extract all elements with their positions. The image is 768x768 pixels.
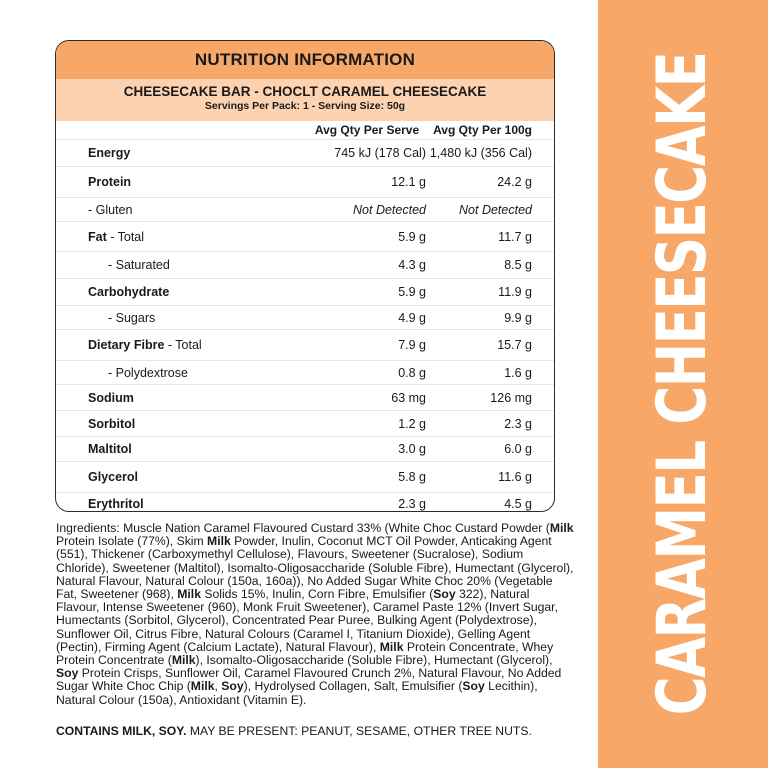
- table-row: [56, 167, 554, 198]
- col-serve-header: Avg Qty Per Serve: [314, 123, 420, 137]
- table-row: [56, 493, 554, 513]
- per100g-value: 11.9 g: [426, 279, 554, 306]
- allergen-statement: [56, 724, 576, 738]
- ingredients-run: Solids 15%, Inulin, Corn Fibre, Emulsifier (: [200, 587, 434, 602]
- table-row: [56, 361, 554, 385]
- nutrient-name: [56, 222, 288, 252]
- serve-value: 3.0 g: [288, 437, 426, 462]
- ingredients-run: ), Hydrolysed Collagen, Salt, Emulsifier (: [243, 679, 463, 694]
- nutrient-name-rest: - Sugars: [108, 310, 156, 325]
- nutrient-name: [56, 140, 288, 167]
- table-row: [56, 252, 554, 279]
- allergen-word: Milk: [379, 639, 404, 654]
- nutrition-table: [56, 121, 554, 512]
- ingredients-run: Protein Concentrate, Whey Protein Concentrate (: [56, 639, 554, 668]
- allergen-word: Soy: [433, 587, 456, 602]
- allergen-word: Milk: [549, 521, 574, 535]
- nutrient-name-bold: Sodium: [88, 390, 134, 405]
- serve-value: 1.2 g: [288, 411, 426, 437]
- table-row: [56, 306, 554, 330]
- ingredients-run: Protein Crisps, Sunflower Oil, Caramel Flavoured Crunch 2%, Natural Flavour, No Added Sugar White Choc Chip (: [56, 666, 562, 694]
- nutrient-name: [56, 198, 288, 222]
- ingredients-text: [56, 522, 576, 707]
- nutrient-name: [56, 361, 288, 385]
- header-blank: [56, 121, 288, 140]
- nutrient-name: [56, 306, 288, 330]
- serve-value: 4.9 g: [288, 306, 426, 330]
- per100g-value: 1,480 kJ (356 Cal): [426, 140, 554, 167]
- ingredients-run: 322), Natural Flavour, Intense Sweetener (960), Monk Fruit Sweetener), Caramel Paste 12% (Invert Sugar, Humectants (Sorbitol, Glycerol), Concentrated Pear Puree, Bulking Agent (Polydextrose), Sunflower Oil, Citrus Fibre, Natural Colours (Caramel I, Titanium Dioxide), Gelling Agent (Pectin), Firming Agent (Calcium Lactate), Natural Flavour),: [56, 587, 558, 654]
- nutrient-name: [56, 252, 288, 279]
- serve-value: 7.9 g: [288, 330, 426, 361]
- serve-value: 4.3 g: [288, 252, 426, 279]
- nutrient-name: [56, 330, 288, 361]
- panel-title: NUTRITION INFORMATION: [56, 41, 554, 79]
- nutrient-name-rest: - Saturated: [108, 258, 170, 272]
- allergen-word: Soy: [221, 679, 244, 694]
- nutrient-name: [56, 385, 288, 411]
- table-row: [56, 330, 554, 361]
- nutrient-name-bold: Energy: [88, 146, 131, 160]
- table-row: [56, 411, 554, 437]
- table-row: [56, 437, 554, 462]
- serve-value: Not Detected: [288, 198, 426, 222]
- nutrient-name: [56, 493, 288, 513]
- nutrition-panel: [55, 40, 555, 512]
- nutrient-name-bold: Erythritol: [88, 496, 144, 511]
- per100g-value: Not Detected: [426, 198, 554, 222]
- per100g-value: 8.5 g: [426, 252, 554, 279]
- serve-value: 0.8 g: [288, 361, 426, 385]
- contains-bold: CONTAINS MILK, SOY.: [56, 724, 187, 738]
- table-header-row: [56, 121, 554, 140]
- serve-value: 745 kJ (178 Cal): [288, 140, 426, 167]
- nutrient-name-rest: - Gluten: [88, 202, 133, 217]
- serve-value: 2.3 g: [288, 493, 426, 513]
- nutrient-name-rest: - Total: [106, 229, 145, 244]
- table-row: [56, 222, 554, 252]
- serve-value: 12.1 g: [288, 167, 426, 198]
- ingredients-run: Ingredients: Muscle Nation Caramel Flavoured Custard 33% (White Choc Custard Powder (: [56, 521, 550, 535]
- nutrient-name: [56, 437, 288, 462]
- serve-value: 5.9 g: [288, 222, 426, 252]
- side-title: CARAMEL CHEESECAKE: [643, 52, 722, 716]
- table-row: [56, 140, 554, 167]
- ingredients-run: Lecithin), Natural Colour (150a), Antioxidant (Vitamin E).: [56, 679, 538, 707]
- nutrient-name-bold: Carbohydrate: [88, 285, 170, 299]
- per100g-value: 11.7 g: [426, 222, 554, 252]
- nutrient-name-rest: - Total: [164, 338, 202, 352]
- ingredients-run: Powder, Inulin, Coconut MCT Oil Powder, Anticaking Agent (551), Thickener (Carboxymethyl Cellulose), Flavours, Sweetener (Sucralose), Sodium Chloride), Sweetener (Maltitol), Isomalto-Oligosaccharide (Soluble Fibre), Humectant (Glycerol), Natural Flavour, Natural Colour (150a, 160a)), No Added Sugar White Choc 20% (Vegetable Fat, Sweetener (968),: [56, 534, 574, 602]
- nutrient-name-rest: - Polydextrose: [108, 365, 188, 380]
- product-band: [56, 79, 554, 121]
- per100g-value: 4.5 g: [426, 493, 554, 513]
- allergen-word: Milk: [207, 534, 231, 549]
- serve-value: 5.8 g: [288, 462, 426, 493]
- allergen-word: Milk: [177, 587, 201, 602]
- allergen-word: Milk: [190, 679, 215, 694]
- nutrient-name-bold: Maltitol: [88, 442, 132, 456]
- nutrient-name: [56, 411, 288, 437]
- serve-value: 63 mg: [288, 385, 426, 411]
- nutrient-name-bold: Dietary Fibre: [88, 338, 165, 352]
- per100g-value: 9.9 g: [426, 306, 554, 330]
- contains-rest: MAY BE PRESENT: PEANUT, SESAME, OTHER TREE NUTS.: [186, 724, 532, 738]
- nutrient-name-bold: Sorbitol: [88, 416, 136, 431]
- allergen-word: Soy: [56, 666, 79, 681]
- allergen-word: Milk: [171, 653, 196, 668]
- allergen-word: Soy: [462, 679, 485, 694]
- ingredients-run: Protein Isolate (77%), Skim: [56, 534, 208, 549]
- per100g-value: 126 mg: [426, 385, 554, 411]
- per100g-value: 1.6 g: [426, 361, 554, 385]
- product-name: CHEESECAKE BAR - CHOCLT CARAMEL CHEESECAKE: [123, 84, 487, 99]
- nutrient-name: [56, 279, 288, 306]
- ingredients-run: ,: [214, 679, 222, 694]
- per100g-value: 11.6 g: [426, 462, 554, 493]
- per100g-value: 24.2 g: [426, 167, 554, 198]
- ingredients-run: ), Isomalto-Oligosaccharide (Soluble Fibre), Humectant (Glycerol),: [195, 653, 553, 668]
- nutrient-name: [56, 462, 288, 493]
- nutrient-name-bold: Fat: [88, 229, 107, 244]
- table-row: [56, 198, 554, 222]
- servings-info: Servings Per Pack: 1 - Serving Size: 50g: [204, 100, 406, 112]
- serve-value: 5.9 g: [288, 279, 426, 306]
- table-row: [56, 462, 554, 493]
- nutrient-name-bold: Protein: [88, 175, 132, 189]
- nutrient-name-bold: Glycerol: [88, 470, 139, 484]
- per100g-value: 6.0 g: [426, 437, 554, 462]
- nutrient-name: [56, 167, 288, 198]
- per100g-value: 15.7 g: [426, 330, 554, 361]
- per100g-value: 2.3 g: [426, 411, 554, 437]
- table-row: [56, 279, 554, 306]
- col-100g-header: Avg Qty Per 100g: [433, 123, 532, 137]
- table-row: [56, 385, 554, 411]
